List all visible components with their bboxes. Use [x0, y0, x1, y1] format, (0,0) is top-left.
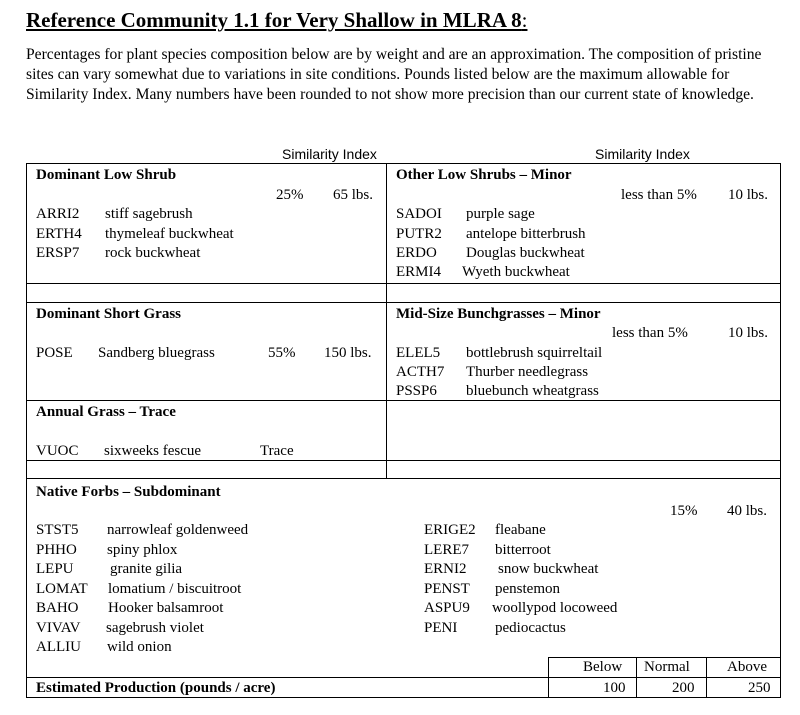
species-name: Sandberg bluegrass: [98, 345, 215, 361]
percent: less than 5%: [612, 325, 688, 341]
section-heading: Mid-Size Bunchgrasses – Minor: [396, 306, 601, 322]
pounds: 65 lbs.: [333, 187, 374, 203]
species-code: ERNI2: [424, 561, 467, 577]
species-code: PHHO: [36, 542, 77, 558]
similarity-index-header-left: Similarity Index: [282, 146, 377, 162]
section-heading: Dominant Low Shrub: [36, 167, 177, 183]
species-name: fleabane: [495, 522, 546, 538]
section-heading: Annual Grass – Trace: [36, 404, 176, 420]
species-code: ERDO: [396, 245, 437, 261]
species-code: ELEL5: [396, 345, 441, 361]
production-header-above: Above: [727, 659, 767, 675]
species-code: BAHO: [36, 600, 79, 616]
species-code: STST5: [36, 522, 79, 538]
section-heading: Other Low Shrubs – Minor: [396, 167, 572, 183]
species-code: LEPU: [36, 561, 74, 577]
species-name: pediocactus: [495, 620, 566, 636]
species-name: snow buckwheat: [498, 561, 599, 577]
pounds: 150 lbs.: [324, 345, 372, 361]
page-title: Reference Community 1.1 for Very Shallow in MLRA 8:: [26, 8, 528, 32]
species-code: ASPU9: [424, 600, 470, 616]
species-code: PENST: [424, 581, 470, 597]
percent: 25%: [276, 187, 304, 203]
production-label: Estimated Production (pounds / acre): [36, 680, 276, 696]
intro-paragraph: Percentages for plant species composition below are by weight and are an approximation. The composition of pristine sites can vary somewhat due to variations in site conditions. Pounds listed below are the maximum allowable for Similarity Index. Many numbers have been rounded to not show more precision than our current state of knowledge.: [26, 46, 762, 103]
species-name: Thurber needlegrass: [466, 364, 589, 380]
species-code: ERTH4: [36, 226, 82, 242]
percent: less than 5%: [621, 187, 697, 203]
species-code: LOMAT: [36, 581, 88, 597]
species-name: spiny phlox: [107, 542, 178, 558]
species-name: thymeleaf buckwheat: [105, 226, 234, 242]
species-name: narrowleaf goldenweed: [107, 522, 249, 538]
species-code: SADOI: [396, 206, 442, 222]
species-name: sagebrush violet: [106, 620, 204, 636]
pounds: 10 lbs.: [728, 325, 769, 341]
species-code: POSE: [36, 345, 73, 361]
species-code: ERSP7: [36, 245, 80, 261]
production-value-above: 250: [748, 680, 771, 696]
species-code: ACTH7: [396, 364, 445, 380]
species-name: bitterroot: [495, 542, 551, 558]
species-code: ALLIU: [36, 639, 81, 655]
production-header-normal: Normal: [644, 659, 690, 675]
production-value-below: 100: [603, 680, 626, 696]
species-code: ERMI4: [396, 264, 441, 280]
section-heading: Native Forbs – Subdominant: [36, 484, 221, 500]
species-code: VIVAV: [36, 620, 81, 636]
pounds: 10 lbs.: [728, 187, 769, 203]
species-name: rock buckwheat: [105, 245, 201, 261]
species-name: antelope bitterbrush: [466, 226, 586, 242]
species-name: granite gilia: [110, 561, 183, 577]
species-name: wild onion: [107, 639, 172, 655]
species-name: lomatium / biscuitroot: [108, 581, 242, 597]
species-code: PENI: [424, 620, 458, 636]
species-name: Hooker balsamroot: [108, 600, 224, 616]
species-name: bottlebrush squirreltail: [466, 345, 603, 361]
species-name: penstemon: [495, 581, 560, 597]
species-code: ERIGE2: [424, 522, 476, 538]
species-name: woollypod locoweed: [492, 600, 618, 616]
species-code: LERE7: [424, 542, 469, 558]
species-name: bluebunch wheatgrass: [466, 383, 599, 399]
production-header-below: Below: [583, 659, 623, 675]
species-name: sixweeks fescue: [104, 443, 202, 459]
species-name: Wyeth buckwheat: [462, 264, 570, 280]
species-code: PUTR2: [396, 226, 442, 242]
pounds: 40 lbs.: [727, 503, 768, 519]
amount: Trace: [260, 443, 294, 459]
species-code: VUOC: [36, 443, 79, 459]
percent: 55%: [268, 345, 296, 361]
species-code: ARRI2: [36, 206, 80, 222]
section-heading: Dominant Short Grass: [36, 306, 182, 322]
similarity-index-header-right: Similarity Index: [595, 146, 690, 162]
species-name: purple sage: [466, 206, 535, 222]
species-name: stiff sagebrush: [105, 206, 193, 222]
species-name: Douglas buckwheat: [466, 245, 585, 261]
species-code: PSSP6: [396, 383, 437, 399]
percent: 15%: [670, 503, 698, 519]
production-value-normal: 200: [672, 680, 695, 696]
